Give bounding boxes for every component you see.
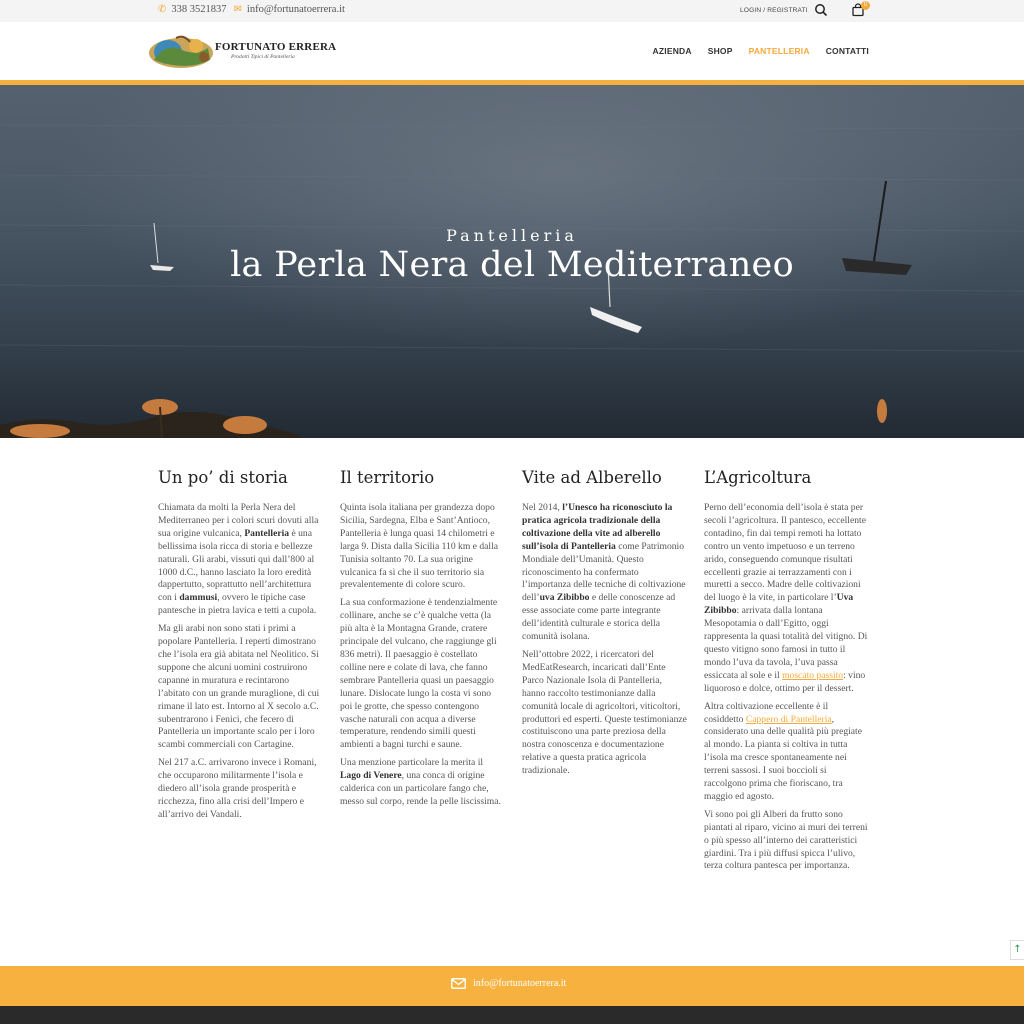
envelope-icon [451, 978, 466, 989]
column-vite [522, 468, 687, 783]
nav-item-contatti[interactable]: CONTATTI [825, 46, 869, 56]
agricoltura-paragraph-3: Vi sono poi gli Alberi da frutto sono piantati al riparo, vicino ai muri dei terreni o più spesso all’interno dei caratteristici giardini. Tra i più diffusi spicca l’ulivo, terza coltura pantesca per importanza. [704, 808, 868, 872]
phone-icon: ✆ [158, 4, 167, 15]
nav-item-azienda[interactable]: AZIENDA [652, 46, 692, 56]
brand-tagline: Prodotti Tipici di Pantelleria [231, 54, 295, 60]
footer-bar [0, 966, 1024, 1006]
territorio-paragraph-1: Quinta isola italiana per grandezza dopo Sicilia, Sardegna, Elba e Sant’Antioco, Pantelleria è lunga quasi 14 chilometri e larga 9. Dista dalla Sicilia 110 km e dalla Tunisia soltanto 70. La sua origine vulcanica fa sì che il suo territorio sia prevalentemente di colore scuro. [340, 502, 498, 591]
column-storia [158, 468, 323, 827]
brand-text[interactable] [215, 41, 336, 60]
login-register-link[interactable]: LOGIN / REGISTRATI [740, 7, 808, 14]
top-bar [0, 0, 1024, 22]
agricoltura-paragraph-2: Altra coltivazione eccellente è il cosiddetto Cappero di Pantelleria, considerato una delle qualità più pregiate al mondo. La pianta si coltiva in tutta l’isola ma cresce spontaneamente nei terreni sassosi. I suoi boccioli si raccolgono prima che fioriscano, tra maggio ed agosto. [704, 700, 862, 802]
column-territorio [340, 468, 505, 814]
hero-banner [0, 85, 1024, 438]
vite-paragraph-1: Nel 2014, l’Unesco ha riconosciuto la pratica agricola tradizionale della coltivazione della vite ad alberello sull’isola di Pantelleria come Patrimonio Mondiale dell’Umanità. Questo riconoscimento ha confermato l’importanza delle tecniche di coltivazione dell’uva Zibibbo e delle conoscenze ad esse associate come parte integrante dell’identità culturale e storica della comunità isolana. [522, 502, 686, 643]
site-header [0, 22, 1024, 80]
brand-name: FORTUNATO ERRERA [215, 41, 337, 53]
territorio-paragraph-2: La sua conformazione è tendenzialmente collinare, anche se c’è qualche vetta (la più alta è la Montagna Grande, cratere principale del vulcano, che raggiunge gli 836 metri). Il paesaggio è costellato colline nere e colate di lava, che fanno sembrare Pantelleria quasi un paesaggio lunare. Dislocate lungo la costa vi sono poi le grotte, che spesso contengono vasche naturali con acqua a diverse temperature, rendendo simili questi ambienti a bagni turchi e saune. [340, 597, 498, 751]
storia-title: Un po’ di storia [158, 468, 288, 487]
storia-paragraph-1: Chiamata da molti la Perla Nera del Mediterraneo per i colori scuri dovuti alla sua origine vulcanica, Pantelleria è una bellissima isola ricca di storia e bellezze naturali. Gli arabi, vissuti qui dall’800 al 1000 d.C., hanno lasciato la loro eredità dappertutto, soprattutto nell’architettura con i dammusi, ovvero le tipiche case pantesche in pietra lavica e tetti a cupola. [158, 502, 319, 617]
hero-title: la Perla Nera del Mediterraneo [230, 245, 794, 285]
moscato-passito-link[interactable]: moscato passito [782, 669, 844, 681]
footer-email-text: info@fortunatoerrera.it [473, 978, 567, 989]
footer-email[interactable] [451, 978, 566, 989]
nav-item-pantelleria[interactable]: PANTELLERIA [748, 46, 810, 56]
envelope-icon: ✉ [233, 4, 242, 15]
territorio-title: Il territorio [340, 468, 435, 487]
column-agricoltura [704, 468, 869, 878]
vite-paragraph-2: Nell’ottobre 2022, i ricercatori del MedEatResearch, incaricati dall’Ente Parco Nazionale Isola di Pantelleria, hanno raccolto testimonianze dalla comunità locale di agricoltori, viticoltori, produttori ed esperti. Queste testimonianze costituiscono una parte preziosa della nostra conoscenza e documentazione relative a questa pratica agricola tradizionale. [522, 648, 687, 777]
side-widget-tab[interactable]: ↑ [1010, 940, 1024, 960]
bottom-bar [0, 1006, 1024, 1024]
agricoltura-paragraph-1: Perno dell’economia dell’isola è stata per secoli l’agricoltura. Il pantesco, eccellente contadino, fin dai tempi remoti ha lottato contro un vento impetuoso e un terreno arido, conseguendo comunque risultati eccellenti grazie ai terrazzamenti con i muretti a secco. Madre delle coltivazioni del luogo è la vite, in particolare l’Uva Zibibbo: arrivata dalla lontana Mesopotamia o dall’Egitto, oggi rappresenta la quasi totalità del vitigno. Di questo vitigno sono famosi in tutto il mondo l’uva da tavola, l’uva passa essiccata al sole e il moscato passito: vino liquoroso e dolce, ottimo per il dessert. [704, 502, 868, 694]
top-contact [158, 4, 345, 15]
agricoltura-title: L’Agricoltura [704, 468, 812, 487]
nav-item-shop[interactable]: SHOP [707, 46, 733, 56]
cappero-link[interactable]: Cappero di Pantelleria [745, 713, 832, 725]
vite-title: Vite ad Alberello [522, 468, 662, 487]
storia-paragraph-3: Nel 217 a.C. arrivarono invece i Romani, che occuparono militarmente l’isola e diedero all’isola grande prosperità e ricchezza, fino alla crisi dell’Impero e all’arrivo dei Vandali. [158, 757, 317, 820]
cart-count-badge: 0 [861, 1, 870, 10]
search-icon[interactable] [814, 3, 828, 17]
phone-number[interactable]: 338 3521837 [171, 4, 227, 15]
brand-logo[interactable] [146, 30, 216, 72]
territorio-paragraph-3: Una menzione particolare la merita il Lago di Venere, una conca di origine calderica con un particolare fango che, messo sul corpo, rende la pelle liscissima. [340, 757, 501, 807]
hero-kicker: Pantelleria [446, 226, 578, 245]
storia-paragraph-2: Ma gli arabi non sono stati i primi a popolare Pantelleria. I reperti dimostrano che l’isola era già abitata nel Neolitico. Si suppone che alcuni uomini costruirono capanne in muratura e recintarono l’abitato con un grande muraglione, di cui rimane il lato est. Intorno al X secolo a.C. subentrarono i Fenici, che fecero di Pantelleria un importante scalo per i loro scambi commerciali con Cartagine. [158, 623, 320, 751]
top-email[interactable]: info@fortunatoerrera.it [246, 4, 345, 15]
main-nav [653, 46, 869, 56]
